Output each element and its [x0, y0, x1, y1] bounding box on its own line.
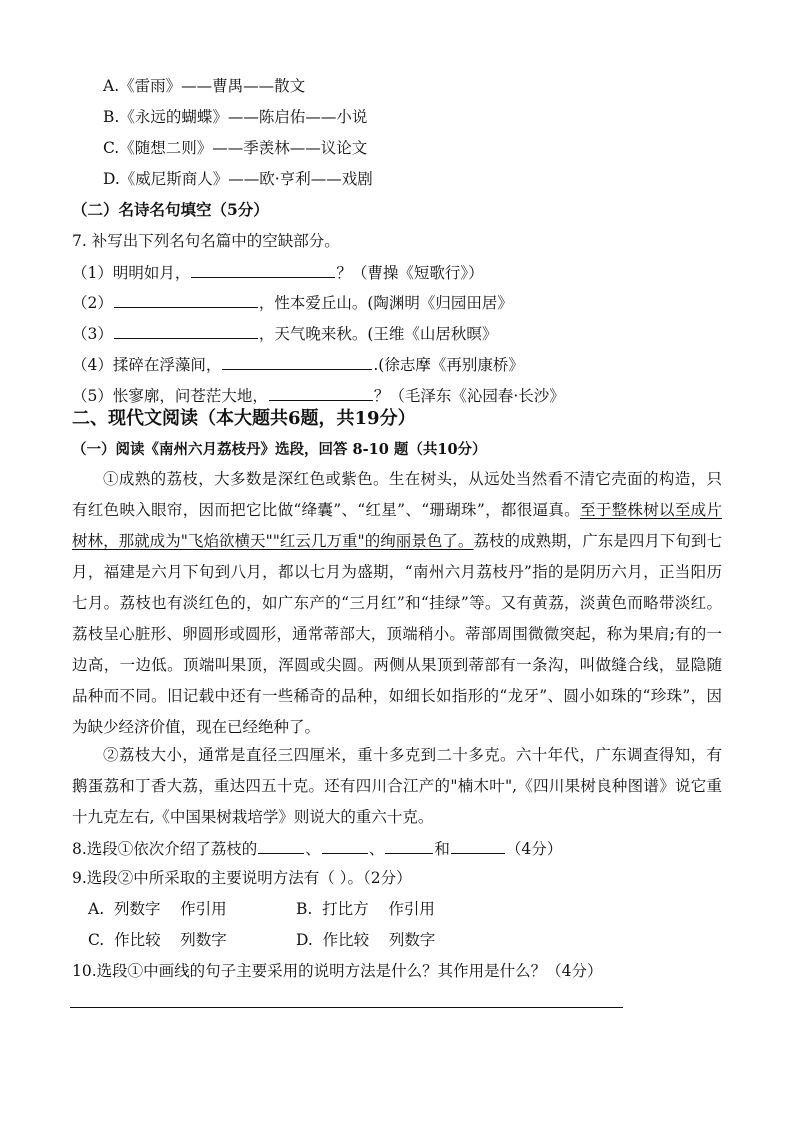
answer-blank[interactable]: [222, 354, 372, 370]
answer-blank[interactable]: [114, 323, 258, 339]
section-poetry-heading: （二）名诗名句填空（5分）: [72, 200, 269, 219]
answer-blank[interactable]: [451, 838, 505, 854]
section-reading-heading: 二、现代文阅读（本大题共6题，共19分）: [72, 408, 416, 429]
q8-and: 和: [434, 840, 450, 858]
passage-p1-text-after: 荔枝的成熟期，广东是四月下旬到七月，福建是六月下旬到八月，都以七月为盛期，“南州六月荔枝丹”指的是阴历六月，正当阳历七月。荔枝也有淡红色的，如广东产的“三月红”和“挂绿”等。又有黄荔，淡黄色而略带淡红。荔枝呈心脏形、卵圆形或圆形，通常蒂部大，顶端稍小。蒂部周围微微突起，称为果肩;有的一边高，一边低。顶端叫果顶，浑圆或尖圆。两侧从果顶到蒂部有一条沟，叫做缝合线，显隐随品种而不同。旧记载中还有一些稀奇的品种，如细长如指形的“龙牙”、圆小如珠的“珍珠”，因为缺少经济价值，现在已经绝种了。: [72, 532, 722, 736]
q8-separator: 、: [368, 840, 385, 858]
q8-stem: 8.选段①依次介绍了荔枝的: [72, 840, 258, 858]
q7-stem: 7. 补写出下列名句名篇中的空缺部分。: [72, 232, 340, 250]
underlined-sentence: 至于整株树以至成片树林，那就成为"飞焰欲横天""红云几万重"的绚丽景色了。: [72, 501, 722, 550]
answer-blank[interactable]: [114, 292, 258, 308]
q7-item-3: [72, 323, 497, 344]
answer-line[interactable]: [70, 1007, 623, 1008]
q9-option-d: D. 作比较 列数字: [296, 931, 436, 949]
q7-item-1-pre: （1）明明如月，: [72, 264, 191, 282]
section-reading-subheading: （一）阅读《南州六月荔枝丹》选段，回答 8-10 题（共10分）: [72, 441, 487, 458]
q7-item-2-post: ，性本爱丘山。(陶渊明《归园田居》: [258, 294, 513, 312]
q7-item-3-pre: （3）: [72, 325, 113, 343]
q7-item-4-pre: （4）揉碎在浮藻间，: [72, 356, 222, 374]
passage-paragraph-1: [72, 464, 722, 743]
q9-option-b: B. 打比方 作引用: [296, 900, 435, 918]
q9-option-c: C. 作比较 列数字: [88, 931, 227, 949]
q10-stem: 10.选段①中画线的句子主要采用的说明方法是什么？其作用是什么？（4分）: [72, 962, 603, 980]
answer-blank[interactable]: [269, 385, 373, 401]
q7-item-3-post: ，天气晚来秋。(王维《山居秋暝》: [258, 325, 498, 343]
q9-option-a: A. 列数字 作引用: [88, 900, 227, 918]
q8: [72, 838, 562, 859]
q7-item-2-pre: （2）: [72, 294, 113, 312]
passage-paragraph-2: ②荔枝大小，通常是直径三四厘米，重十多克到二十多克。六十年代，广东调查得知，有鹅蛋荔和丁香大荔，重达四五十克。还有四川合江产的"楠木叶",《四川果树良种图谱》说它重十九克左右,《中国果树栽培学》则说大的重六十克。: [72, 746, 722, 826]
answer-blank[interactable]: [258, 838, 304, 854]
q9-stem: 9.选段②中所采取的主要说明方法有（ ）。（2分）: [72, 869, 412, 887]
answer-blank[interactable]: [385, 838, 433, 854]
q8-separator: 、: [305, 840, 321, 858]
q7-item-4: [72, 354, 524, 375]
option-q6-b: B.《永远的蝴蝶》——陈启佑——小说: [103, 108, 368, 126]
answer-blank[interactable]: [322, 838, 368, 854]
option-q6-a: A.《雷雨》——曹禺——散文: [103, 77, 306, 95]
option-q6-c: C.《随想二则》——季羡林——议论文: [103, 139, 368, 157]
q7-item-4-post: .(徐志摩《再别康桥》: [373, 356, 524, 374]
q7-item-5: [72, 385, 565, 406]
q7-item-1: [72, 262, 484, 283]
q8-score: （4分）: [505, 840, 563, 858]
answer-blank[interactable]: [191, 262, 335, 278]
q7-item-2: [72, 292, 513, 313]
option-q6-d: D.《威尼斯商人》——欧·亨利——戏剧: [103, 170, 373, 188]
q7-item-5-post: ？（毛泽东《沁园春·长沙》: [373, 387, 565, 405]
passage-p1-text-before: ①成熟的荔枝，大多数是深红色或紫色。生在树头，从远处当然看不清它壳面的构造，只有红色映入眼帘，因而把它比做“绛囊”、“红星”、“珊瑚珠”，都很逼真。: [72, 470, 722, 519]
q7-item-5-pre: （5）怅寥廓，问苍茫大地，: [72, 387, 268, 405]
q7-item-1-post: ？（曹操《短歌行》）: [336, 264, 484, 282]
